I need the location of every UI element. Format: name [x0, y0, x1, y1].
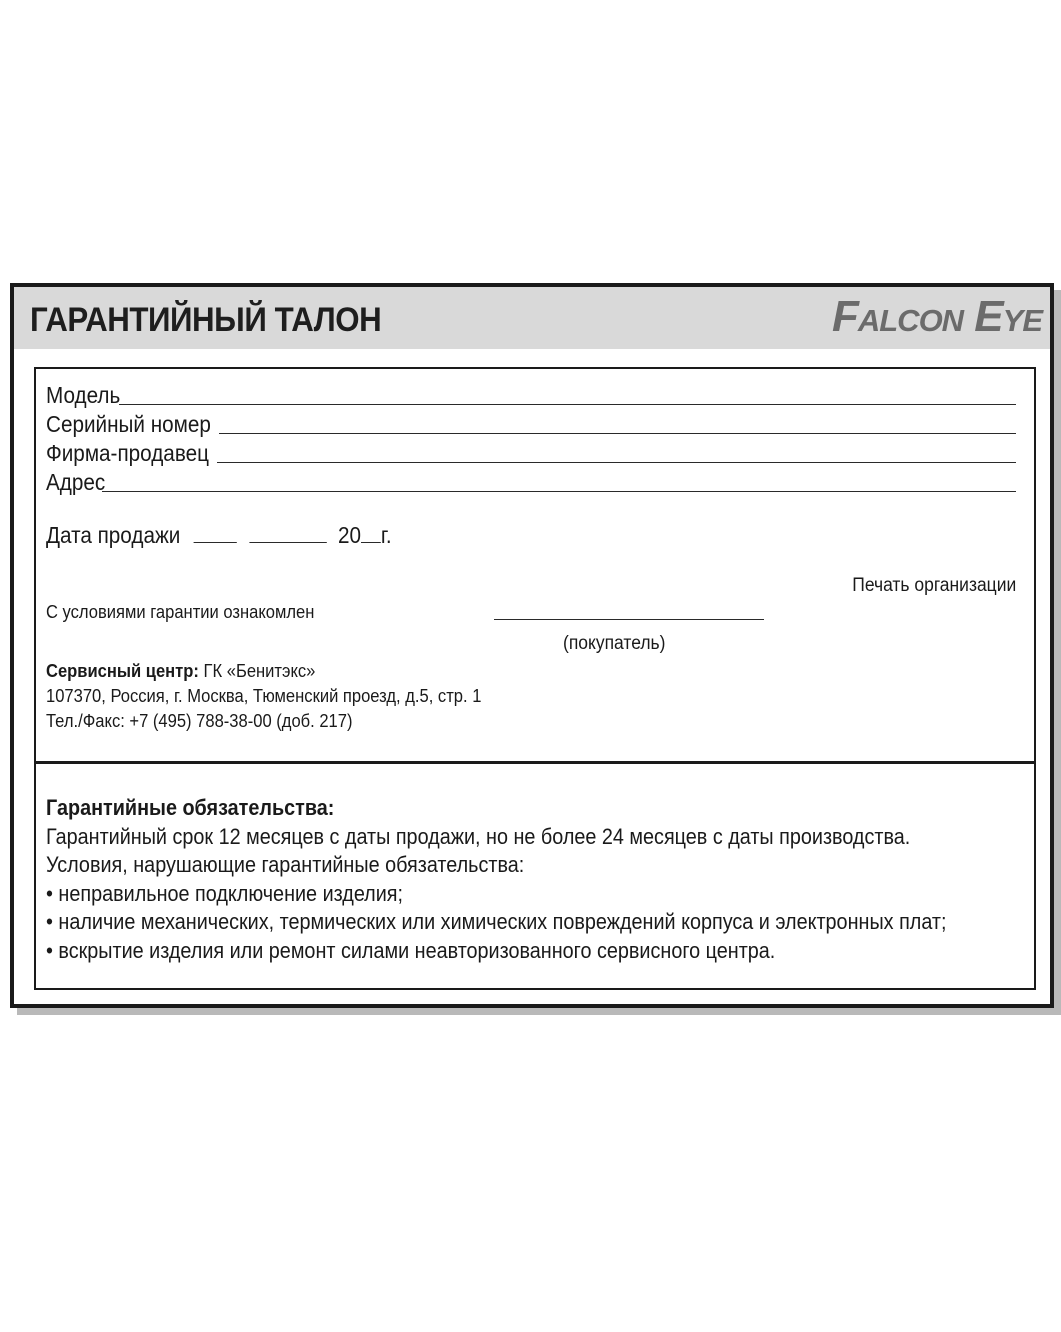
service-address: 107370, Россия, г. Москва, Тюменский проезд, д.5, стр. 1	[46, 686, 482, 706]
buyer-label: (покупатель)	[563, 633, 666, 654]
model-label: Модель	[46, 382, 121, 408]
sale-month-line[interactable]	[249, 526, 326, 543]
address-field[interactable]	[46, 470, 1016, 494]
condition-item: • вскрытие изделия или ремонт силами неавторизованного сервисного центра.	[46, 937, 776, 963]
conditions-heading: Условия, нарушающие гарантийные обязательства:	[46, 852, 525, 877]
service-center	[46, 659, 481, 734]
serial-label: Серийный номер	[46, 411, 211, 437]
sale-day-line[interactable]	[193, 526, 236, 543]
condition-item: • неправильное подключение изделия;	[46, 880, 404, 906]
address-label: Адрес	[46, 469, 106, 495]
serial-line[interactable]	[219, 433, 1016, 434]
sale-year-line[interactable]	[361, 526, 381, 543]
brand-logo: Falcon Eye	[831, 292, 1042, 341]
service-label: Сервисный центр:	[46, 661, 199, 681]
service-name: ГК «Бенитэкс»	[198, 661, 316, 681]
card-header	[14, 287, 1050, 349]
year-suffix: г.	[380, 522, 392, 548]
card-title: ГАРАНТИЙНЫЙ ТАЛОН	[30, 301, 382, 339]
seller-field[interactable]	[46, 441, 1016, 465]
warranty-section	[34, 761, 1036, 990]
agree-label: С условиями гарантии ознакомлен	[46, 602, 315, 622]
sale-date-label: Дата продажи	[46, 522, 181, 548]
year-prefix: 20	[338, 522, 362, 548]
warranty-term: Гарантийный срок 12 месяцев с даты продажи, но не более 24 месяцев с даты производства.	[46, 823, 911, 849]
warranty-heading: Гарантийные обязательства:	[46, 795, 335, 820]
service-phone: Тел./Факс: +7 (495) 788-38-00 (доб. 217)	[46, 711, 353, 731]
warranty-text	[46, 794, 947, 965]
form-section	[34, 367, 1036, 764]
condition-item: • наличие механических, термических или химических повреждений корпуса и электронных плат;	[46, 909, 947, 934]
warranty-card	[10, 283, 1054, 1008]
stamp-label: Печать организации	[852, 575, 1016, 596]
sale-date-field[interactable]	[46, 522, 392, 549]
model-line[interactable]	[119, 404, 1016, 405]
serial-field[interactable]	[46, 412, 1016, 436]
seller-label: Фирма-продавец	[46, 440, 209, 466]
buyer-signature-line[interactable]	[494, 619, 764, 620]
seller-line[interactable]	[217, 462, 1016, 463]
model-field[interactable]	[46, 383, 1016, 407]
address-line[interactable]	[102, 491, 1016, 492]
